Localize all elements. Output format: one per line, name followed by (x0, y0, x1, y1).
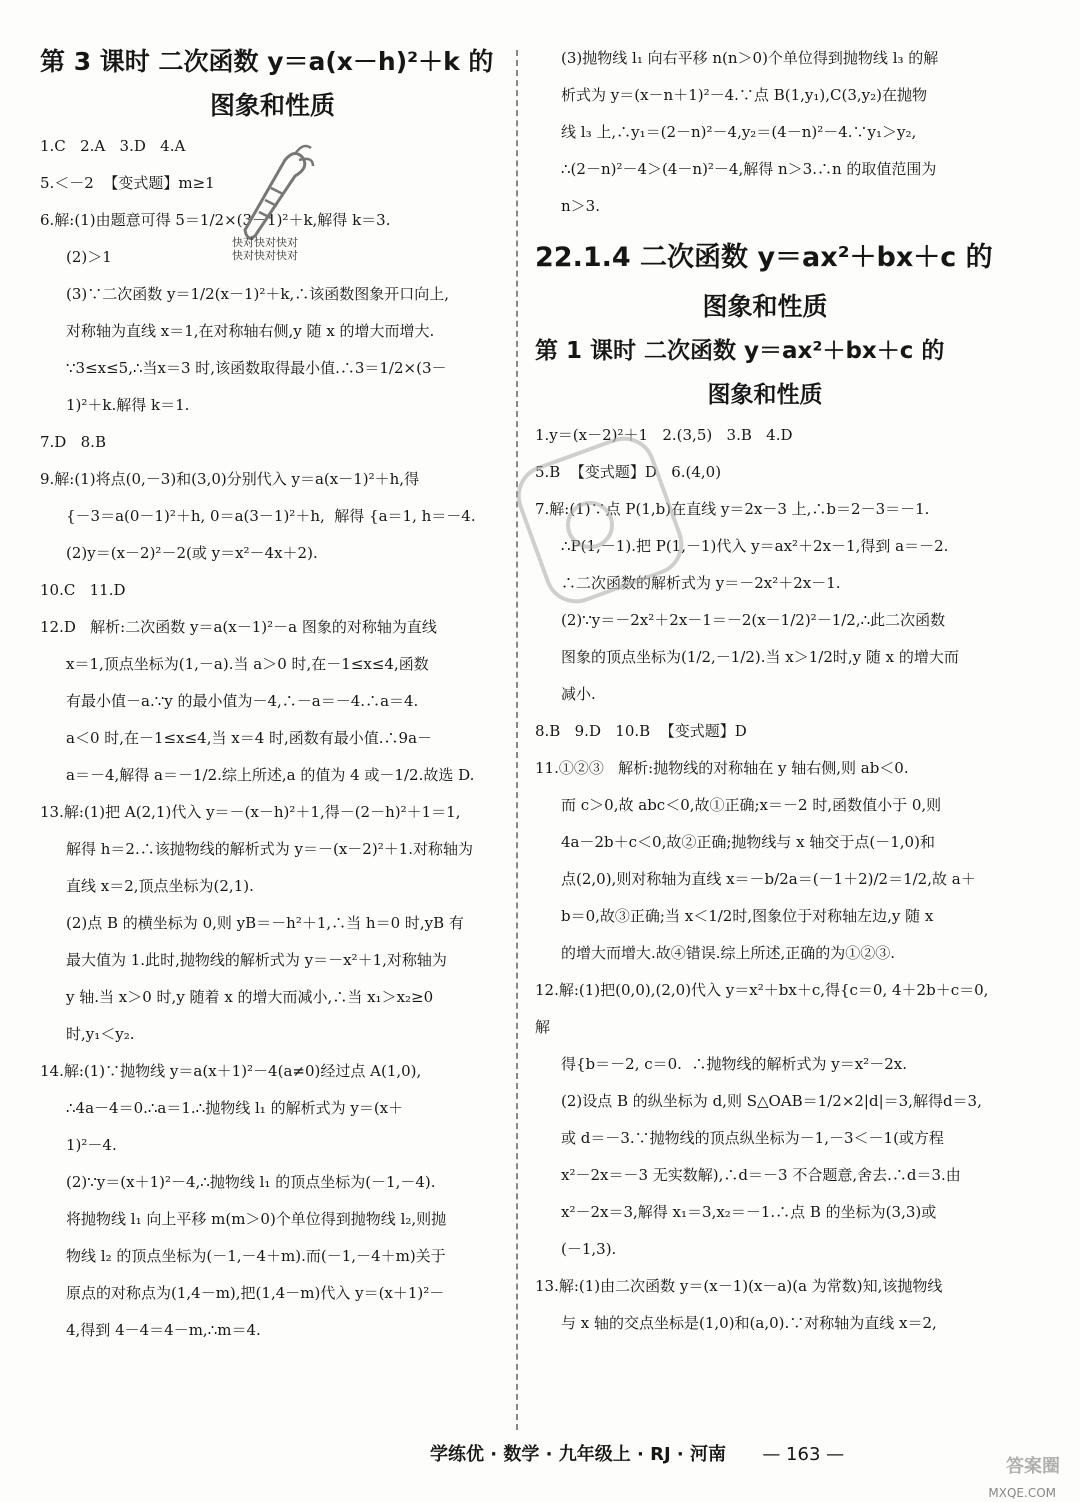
answer-line: 9.解:(1)将点(0,－3)和(3,0)分别代入 y＝a(x－1)²＋h,得 (40, 470, 420, 488)
left-title-line1: 第 3 课时 二次函数 y＝a(x－h)²＋k 的 (40, 47, 494, 76)
answer-line: 13.解:(1)由二次函数 y＝(x－1)(x－a)(a 为常数)知,该抛物线 (535, 1277, 943, 1295)
answer-line: 的增大而增大.故④错误.综上所述,正确的为①②③. (561, 944, 896, 962)
answer-line: 1)²－4. (66, 1136, 117, 1154)
answer-line: (2)＞1 (66, 248, 112, 266)
answer-line: 原点的对称点为(1,4－m),把(1,4－m)代入 y＝(x＋1)²－ (66, 1284, 445, 1302)
page-footer (430, 1440, 844, 1466)
carrot-stamp-icon (225, 140, 315, 250)
answer-line: ∴(2－n)²－4＞(4－n)²－4,解得 n＞3.∴n 的取值范围为 (561, 160, 937, 178)
answer-line: (3)∵二次函数 y＝1/2(x－1)²＋k,∴该函数图象开口向上, (66, 285, 449, 303)
answer-line: a＜0 时,在－1≤x≤4,当 x＝4 时,函数有最小值.∴9a－ (66, 729, 433, 747)
answer-line: 4,得到 4－4＝4－m,∴m＝4. (66, 1321, 261, 1339)
answer-line: 1)²＋k.解得 k＝1. (66, 396, 190, 414)
answer-line: 得{b＝－2, c＝0. ∴抛物线的解析式为 y＝x²－2x. (561, 1055, 907, 1073)
answer-line: (2)y＝(x－2)²－2(或 y＝x²－4x＋2). (66, 544, 318, 562)
answer-line: 点(2,0),则对称轴为直线 x＝－b/2a＝(－1＋2)/2＝1/2,故 a＋ (561, 870, 976, 888)
answer-line: x²－2x＝3,解得 x₁＝3,x₂＝－1.∴点 B 的坐标为(3,3)或 (561, 1203, 937, 1221)
answer-line: 与 x 轴的交点坐标是(1,0)和(a,0).∵对称轴为直线 x＝2, (561, 1314, 937, 1332)
answer-line: (3)抛物线 l₁ 向右平移 n(n＞0)个单位得到抛物线 l₃ 的解 (561, 49, 939, 67)
answer-line: 图象的顶点坐标为(1/2,－1/2).当 x＞1/2时,y 随 x 的增大而 (561, 648, 959, 666)
answer-line: 线 l₃ 上,∴y₁＝(2－n)²－4,y₂＝(4－n)²－4.∵y₁＞y₂, (561, 123, 917, 141)
answer-line: 12.D 解析:二次函数 y＝a(x－1)²－a 图象的对称轴为直线 (40, 618, 437, 636)
answer-line: ∴二次函数的解析式为 y＝－2x²＋2x－1. (561, 574, 841, 592)
answer-line: 5.＜－2 【变式题】m≥1 (40, 174, 215, 192)
answer-line: {－3＝a(0－1)²＋h, 0＝a(3－1)²＋h, 解得 {a＝1, h＝－4. (66, 507, 476, 525)
answer-line: ∴4a－4＝0.∴a＝1.∴抛物线 l₁ 的解析式为 y＝(x＋ (66, 1099, 404, 1117)
answer-line: 5.B 【变式题】D 6.(4,0) (535, 463, 722, 481)
answer-line: n＞3. (561, 197, 600, 215)
answer-line: 1.y＝(x－2)²＋1 2.(3,5) 3.B 4.D (535, 426, 793, 444)
answer-line: 7.D 8.B (40, 433, 106, 451)
left-answer-list (40, 128, 505, 1349)
answer-line: (－1,3). (561, 1240, 617, 1258)
answer-line: 时,y₁＜y₂. (66, 1025, 135, 1043)
answer-line: (2)∵y＝(x＋1)²－4,∴抛物线 l₁ 的顶点坐标为(－1,－4). (66, 1173, 436, 1191)
answer-line: 最大值为 1.此时,抛物线的解析式为 y＝－x²＋1,对称轴为 (66, 951, 447, 969)
answer-line: 而 c＞0,故 abc＜0,故①正确;x＝－2 时,函数值小于 0,则 (561, 796, 942, 814)
right-continued-answers (535, 40, 995, 225)
answer-line: a＝－4,解得 a＝－1/2.综上所述,a 的值为 4 或－1/2.故选 D. (66, 766, 475, 784)
footer-book-info: 学练优 · 数学 · 九年级上 · RJ · 河南 (430, 1444, 727, 1465)
watermark-badge-icon (510, 430, 690, 610)
answer-line: 解得 h＝2.∴该抛物线的解析式为 y＝－(x－2)²＋1.对称轴为 (66, 840, 474, 858)
answer-line: x＝1,顶点坐标为(1,－a).当 a＞0 时,在－1≤x≤4,函数 (66, 655, 429, 673)
answer-line: b＝0,故③正确;当 x＜1/2时,图象位于对称轴左边,y 随 x (561, 907, 934, 925)
answer-line: x²－2x＝－3 无实数解),∴d＝－3 不合题意,舍去.∴d＝3.由 (561, 1166, 961, 1184)
column-divider (516, 50, 518, 1430)
left-title-line2: 图象和性质 (209, 91, 335, 120)
answer-line: 或 d＝－3.∵抛物线的顶点纵坐标为－1,－3＜－1(或方程 (561, 1129, 944, 1147)
answer-line: (2)∵y＝－2x²＋2x－1＝－2(x－1/2)²－1/2,∴此二次函数 (561, 611, 946, 629)
lesson-title-line1: 第 1 课时 二次函数 y＝ax²＋bx＋c 的 (535, 338, 945, 364)
answer-line: 物线 l₂ 的顶点坐标为(－1,－4＋m).而(－1,－4＋m)关于 (66, 1247, 446, 1265)
section-title-line1: 22.1.4 二次函数 y＝ax²＋bx＋c 的 (535, 242, 993, 273)
answer-line: ∵3≤x≤5,∴当x＝3 时,该函数取得最小值.∴3＝1/2×(3－ (66, 359, 447, 377)
answer-line: 有最小值－a.∵y 的最小值为－4,∴－a＝－4.∴a＝4. (66, 692, 419, 710)
stamp-text: 快对快对快对 快对快对快对 (232, 236, 298, 262)
section-title-line2: 图象和性质 (702, 292, 828, 321)
answer-line: 6.解:(1)由题意可得 5＝1/2×(3－1)²＋k,解得 k＝3. (40, 211, 391, 229)
answer-line: 12.解:(1)把(0,0),(2,0)代入 y＝x²＋bx＋c,得{c＝0, 4＋2b＋c＝0, 解 (535, 981, 994, 1036)
answer-line: 7.解:(1)∵点 P(1,b)在直线 y＝2x－3 上,∴b＝2－3＝－1. (535, 500, 930, 518)
answer-line: 1.C 2.A 3.D 4.A (40, 137, 186, 155)
answer-line: 将抛物线 l₁ 向上平移 m(m＞0)个单位得到抛物线 l₂,则抛 (66, 1210, 447, 1228)
lesson-title-line2: 图象和性质 (707, 382, 823, 408)
answer-line: 13.解:(1)把 A(2,1)代入 y＝－(x－h)²＋1,得－(2－h)²＋1＝1, (40, 803, 461, 821)
corner-watermark-url: MXQE.COM (988, 1486, 1056, 1500)
answer-line: (2)设点 B 的纵坐标为 d,则 S△OAB＝1/2×2|d|＝3,解得d＝3, (561, 1092, 982, 1110)
answer-line: 4a－2b＋c＜0,故②正确;抛物线与 x 轴交于点(－1,0)和 (561, 833, 935, 851)
answer-line: 直线 x＝2,顶点坐标为(2,1). (66, 877, 254, 895)
page-number: — 163 — (762, 1444, 845, 1465)
answer-line: 11.①②③ 解析:抛物线的对称轴在 y 轴右侧,则 ab＜0. (535, 759, 909, 777)
answer-line: 析式为 y＝(x－n＋1)²－4.∵点 B(1,y₁),C(3,y₂)在抛物 (561, 86, 927, 104)
answer-line: 10.C 11.D (40, 581, 126, 599)
answer-line: (2)点 B 的横坐标为 0,则 yB＝－h²＋1,∴当 h＝0 时,yB 有 (66, 914, 464, 932)
answer-line: 8.B 9.D 10.B 【变式题】D (535, 722, 747, 740)
answer-line: 14.解:(1)∵抛物线 y＝a(x＋1)²－4(a≠0)经过点 A(1,0), (40, 1062, 422, 1080)
answer-line: 对称轴为直线 x＝1,在对称轴右侧,y 随 x 的增大而增大. (66, 322, 435, 340)
corner-watermark-logo: 答案圈 (1006, 1456, 1060, 1477)
answer-line: y 轴.当 x＞0 时,y 随着 x 的增大而减小,∴当 x₁＞x₂≥0 (66, 988, 434, 1006)
right-column (535, 40, 995, 1342)
answer-line: ∴P(1,－1).把 P(1,－1)代入 y＝ax²＋2x－1,得到 a＝－2. (561, 537, 949, 555)
answer-line: 减小. (561, 685, 596, 703)
